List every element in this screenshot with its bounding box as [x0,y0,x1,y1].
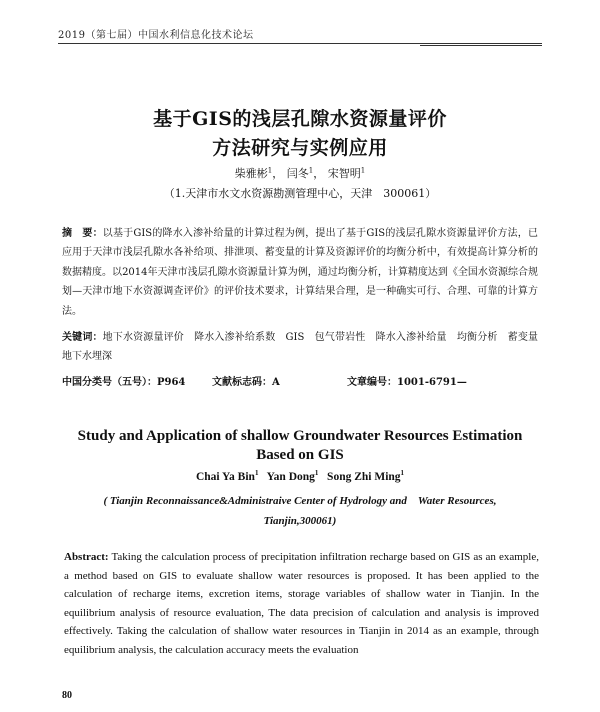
en-title-line1: Study and Application of shallow Groundwater Resources Estimation [77,428,523,444]
cn-abstract-label: 摘 要： [62,228,103,239]
en-abstract-text: Taking the calculation process of precipitation infiltration recharge based on GIS as an example, a method based on GIS to evaluate shallow water resources is proposed. It has been applied to the calculation of recharge items, excretion items, storage variables of shallow water in Tianjin. In the equilibrium analysis of resource evaluation, The data precision of calculation and analysis is improved effectively. Taking the calculation of shallow water resources in Tianjin in 2014 as an example, through equilibrium analysis, the calculation accuracy meets the evaluation [64,551,539,656]
page-number: 80 [62,690,72,701]
doc-code: 文献标志码：A [212,377,280,388]
en-author-1: Chai Ya Bin$^1$ [195,469,259,483]
cn-abstract [62,224,538,321]
cn-author-1: 柴雅彬$^1$ [234,166,273,180]
running-head: 2019（第七届）中国水利信息化技术论坛 [58,30,254,41]
cn-author-3: 宋智明$^1$ [327,166,366,180]
cn-abstract-text: 以基于GIS的降水入渗补给量的计算过程为例，提出了基于GIS的浅层孔隙水资源量评价方法，已应用于天津市浅层孔隙水各补给项、排泄项、蓄变量的计算及资源评价的均衡分析中，有效提高计算分析的数据精度。以2014年天津市浅层孔隙水资源量计算为例，通过均衡分析，计算精度达到《全国水资源综合规划—天津市地下水资源调查评价》的评价技术要求，计算结果合理，是一种确实可行、合理、可靠的计算方法。 [62,228,538,317]
header-rule-secondary [420,45,542,46]
en-title-line2: Based on GIS [256,447,344,463]
clc-number: 中国分类号（五号）：P964 [62,377,186,388]
cn-affiliation: （1.天津市水文水资源勘测管理中心，天津 300061） [163,187,437,200]
cn-authors: 柴雅彬$^1$， 闫冬$^1$， 宋智明$^1$ [234,166,366,180]
cn-title-line1: 基于GIS的浅层孔隙水资源量评价 [153,108,447,130]
cn-keywords-label: 关键词： [62,332,103,343]
cn-keywords-text: 地下水资源量评价 降水入渗补给系数 GIS 包气带岩性 降水入渗补给量 均衡分析 蓄变量 地下水埋深 [62,332,548,363]
en-abstract-label: Abstract: [64,551,109,563]
article-number: 文章编号：1001-6791— [347,377,467,388]
cn-author-2: 闫冬$^1$ [286,166,314,180]
en-author-3: Song Zhi Ming$^1$ [327,469,405,483]
cn-keywords [62,328,548,367]
en-abstract [64,548,539,660]
en-author-2: Yan Dong$^1$ [266,469,319,483]
cn-title-line2: 方法研究与实例应用 [212,137,388,159]
en-affiliation: ( Tianjin Reconnaissance&Administraive Center of Hydrology and Water Resources, Tianjin,300061) [103,495,497,527]
en-authors [0,471,600,483]
header-rule [58,43,542,44]
